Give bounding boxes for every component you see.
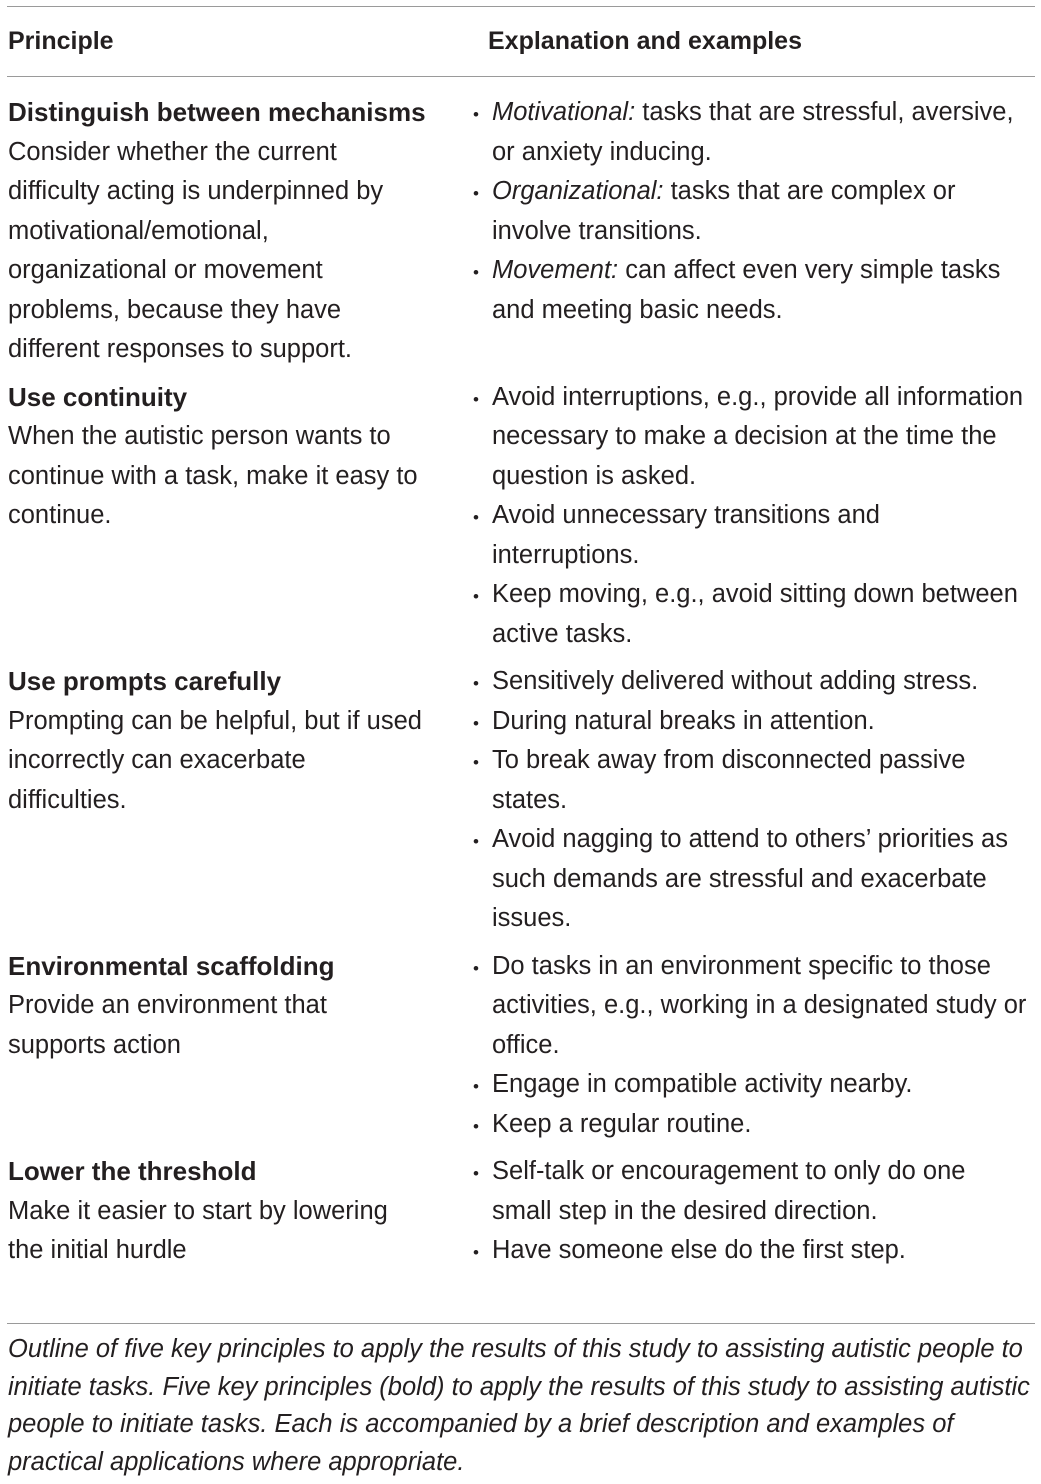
example-category: Motivational:: [492, 98, 636, 126]
list-item: [472, 662, 1032, 702]
table-row: [0, 662, 1041, 939]
bullet-icon: •: [473, 713, 479, 733]
explanation-cell: [4, 93, 1014, 370]
explanation-cell: [4, 1152, 966, 1271]
example-text: Avoid nagging to attend to others’ priorities as such demands are stressful and exacerbate issues.: [492, 825, 1008, 932]
example-category: Organizational:: [492, 177, 664, 205]
list-item: [472, 172, 1032, 251]
principle-description: Consider whether the current difficulty acting is underpinned by motivational/emotional, organizational or movement problems, because they have different responses to support.: [8, 137, 384, 363]
principle-title: Environmental scaffolding: [8, 950, 335, 981]
bullet-icon: •: [473, 105, 479, 124]
example-text: Avoid unnecessary transitions and interruptions.: [492, 501, 880, 569]
header-principle: Principle: [8, 27, 114, 55]
example-text: Have someone else do the first step.: [492, 1236, 906, 1264]
explanation-cell: [4, 947, 1027, 1145]
table-row: [0, 947, 1041, 1145]
header-explanation: Explanation and examples: [488, 27, 802, 55]
list-item: [472, 1152, 1032, 1231]
table-bottom-rule: [7, 1323, 1035, 1324]
example-list: [472, 1152, 966, 1271]
principle-title: Lower the threshold: [8, 1156, 257, 1186]
example-text: Avoid interruptions, e.g., provide all information necessary to make a decision at the time the question is asked.: [492, 382, 1024, 490]
principle-description: Make it easier to start by lowering the initial hurdle: [8, 1196, 388, 1264]
example-text: To break away from disconnected passive states.: [492, 746, 966, 814]
principle-description: Prompting can be helpful, but if used incorrectly can exacerbate difficulties.: [8, 706, 422, 814]
example-text: tasks that are complex or involve transitions.: [492, 177, 956, 245]
list-item: [472, 820, 1032, 939]
list-item: [472, 496, 1032, 575]
list-item: [472, 575, 1032, 654]
principle-title: Distinguish between mechanisms: [8, 97, 426, 127]
explanation-cell: [4, 378, 1024, 655]
bullet-icon: •: [473, 184, 479, 203]
list-item: [472, 93, 1032, 172]
example-text: During natural breaks in attention.: [492, 706, 875, 735]
bullet-icon: •: [473, 508, 479, 527]
example-text: Do tasks in an environment specific to those activities, e.g., working in a designated study or office.: [492, 951, 1027, 1059]
bullet-icon: •: [473, 1116, 479, 1136]
example-text: Engage in compatible activity nearby.: [492, 1070, 913, 1098]
bullet-icon: •: [473, 587, 479, 606]
bullet-icon: •: [473, 958, 479, 978]
list-item: [472, 1065, 1032, 1105]
table-row: [0, 1152, 1041, 1271]
example-list: [472, 378, 1024, 655]
bullet-icon: •: [473, 1077, 479, 1096]
principle-description: When the autistic person wants to continue with a task, make it easy to continue.: [8, 422, 418, 529]
list-item: [472, 702, 1032, 742]
example-list: [472, 93, 1014, 330]
list-item: [472, 741, 1032, 820]
table-header-rule: [7, 76, 1035, 77]
table-row: [0, 378, 1041, 655]
explanation-cell: [4, 662, 1008, 939]
list-item: [472, 947, 1032, 1066]
table-row: [0, 93, 1041, 370]
example-text: can affect even very simple tasks and meeting basic needs.: [492, 256, 1001, 324]
example-text: Sensitively delivered without adding stress.: [492, 667, 979, 695]
example-list: [472, 662, 1008, 939]
bullet-icon: •: [473, 674, 479, 693]
bullet-icon: •: [473, 389, 479, 409]
table-top-rule: [7, 6, 1035, 7]
example-text: Keep a regular routine.: [492, 1109, 752, 1138]
bullet-icon: •: [473, 832, 479, 851]
example-category: Movement:: [492, 256, 619, 284]
example-text: tasks that are stressful, aversive, or anxiety inducing.: [492, 98, 1014, 166]
example-list: [472, 947, 1027, 1145]
example-text: Keep moving, e.g., avoid sitting down between active tasks.: [492, 580, 1018, 648]
list-item: [472, 378, 1032, 497]
list-item: [472, 251, 1032, 330]
principle-title: Use continuity: [8, 381, 188, 412]
bullet-icon: •: [473, 1164, 479, 1183]
bullet-icon: •: [473, 753, 479, 772]
principle-title: Use prompts carefully: [8, 666, 282, 696]
table-body: [0, 93, 1041, 1271]
table-caption: Outline of five key principles to apply the results of this study to assisting autistic people to initiate tasks. Five key principles (bold) to apply the results of this study to assisting autistic people to initiate tasks. Each is accompanied by a brief description and examples of practical applications where appropriate.: [8, 1335, 1030, 1476]
bullet-icon: •: [473, 1243, 479, 1262]
example-text: Self-talk or encouragement to only do one small step in the desired direction.: [492, 1157, 966, 1225]
principle-description: Provide an environment that supports action: [8, 991, 327, 1059]
bullet-icon: •: [473, 263, 479, 282]
list-item: [472, 1105, 1032, 1145]
list-item: [472, 1231, 1032, 1271]
